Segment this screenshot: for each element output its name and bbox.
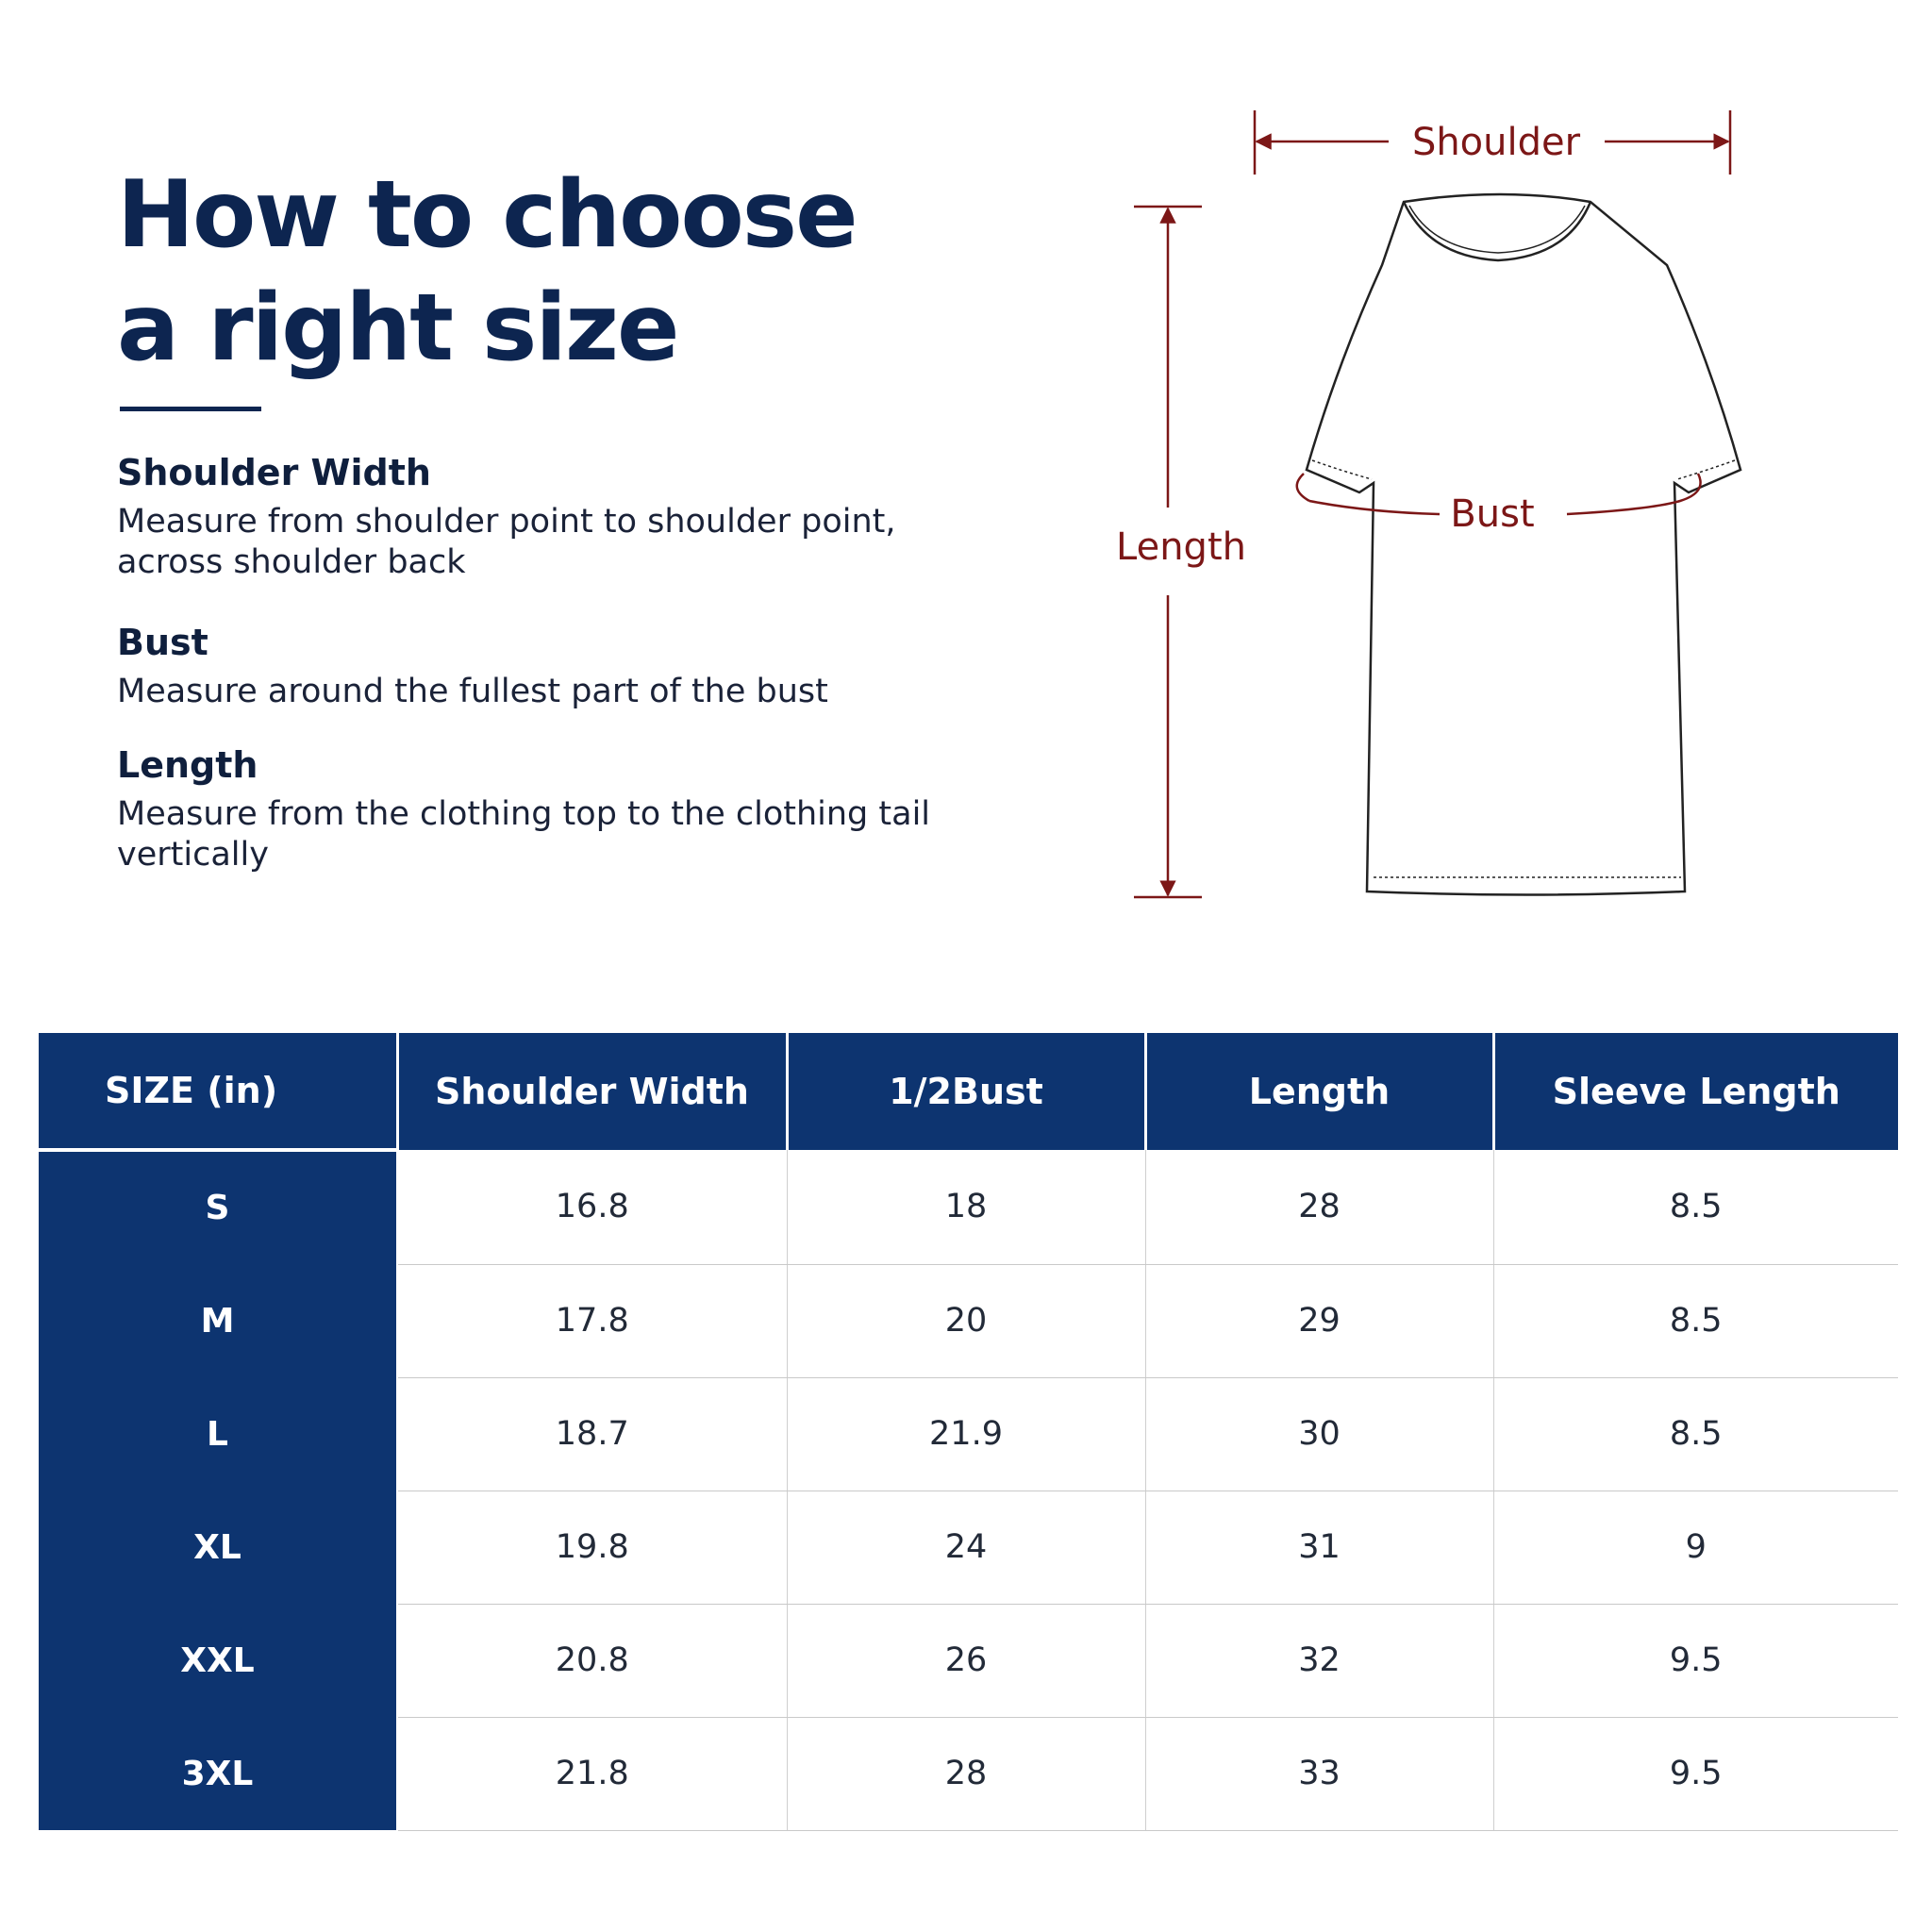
length-cell: 29 (1145, 1264, 1493, 1377)
shoulder-width-section (117, 451, 966, 583)
shoulder-width-cell: 16.8 (397, 1150, 787, 1264)
length-section (117, 743, 966, 875)
half-bust-cell: 18 (787, 1150, 1145, 1264)
column-header-shoulder-width: Shoulder Width (397, 1033, 787, 1150)
sleeve-length-cell: 9.5 (1493, 1717, 1898, 1830)
column-header-sleeve-length: Sleeve Length (1493, 1033, 1898, 1150)
length-cell: 30 (1145, 1377, 1493, 1491)
shoulder-width-heading: Shoulder Width (117, 452, 431, 493)
size-cell: M (39, 1264, 397, 1377)
length-label: Length (1116, 525, 1246, 569)
half-bust-cell: 26 (787, 1604, 1145, 1717)
table-row (39, 1604, 1898, 1717)
title-line-1: How to choose (117, 161, 857, 269)
size-cell: L (39, 1377, 397, 1491)
table-row (39, 1491, 1898, 1604)
length-cell: 32 (1145, 1604, 1493, 1717)
sleeve-length-cell: 9 (1493, 1491, 1898, 1604)
length-cell: 33 (1145, 1717, 1493, 1830)
title-line-2: a right size (117, 275, 678, 382)
bust-description: Measure around the fullest part of the bust (117, 673, 828, 710)
length-heading: Length (117, 744, 258, 786)
half-bust-cell: 20 (787, 1264, 1145, 1377)
size-cell: XL (39, 1491, 397, 1604)
size-cell: S (39, 1150, 397, 1264)
length-cell: 31 (1145, 1491, 1493, 1604)
page-title (117, 158, 857, 385)
shoulder-width-cell: 21.8 (397, 1717, 787, 1830)
table-row (39, 1150, 1898, 1264)
bust-label: Bust (1450, 492, 1535, 536)
shoulder-width-cell: 17.8 (397, 1264, 787, 1377)
column-header-length: Length (1145, 1033, 1493, 1150)
size-cell: 3XL (39, 1717, 397, 1830)
length-description: Measure from the clothing top to the clothing tail vertically (117, 795, 931, 874)
shoulder-width-description: Measure from shoulder point to shoulder point, across shoulder back (117, 503, 896, 581)
shoulder-width-cell: 20.8 (397, 1604, 787, 1717)
tshirt-outline-icon (1307, 194, 1740, 895)
half-bust-cell: 28 (787, 1717, 1145, 1830)
half-bust-cell: 21.9 (787, 1377, 1145, 1491)
column-header-size: SIZE (in) (39, 1033, 397, 1150)
sleeve-length-cell: 8.5 (1493, 1377, 1898, 1491)
title-underline (120, 407, 261, 411)
bust-heading: Bust (117, 622, 208, 663)
table-row (39, 1717, 1898, 1830)
table-header-row (39, 1033, 1898, 1150)
shoulder-width-cell: 19.8 (397, 1491, 787, 1604)
shoulder-width-cell: 18.7 (397, 1377, 787, 1491)
column-header-half-bust: 1/2Bust (787, 1033, 1145, 1150)
sleeve-length-cell: 8.5 (1493, 1264, 1898, 1377)
shoulder-label: Shoulder (1411, 121, 1581, 164)
half-bust-cell: 24 (787, 1491, 1145, 1604)
length-cell: 28 (1145, 1150, 1493, 1264)
table-row (39, 1377, 1898, 1491)
sleeve-length-cell: 9.5 (1493, 1604, 1898, 1717)
size-cell: XXL (39, 1604, 397, 1717)
bust-section (117, 621, 966, 712)
sleeve-length-cell: 8.5 (1493, 1150, 1898, 1264)
tshirt-measurement-diagram (1085, 94, 1840, 924)
size-chart-table (39, 1033, 1898, 1831)
table-row (39, 1264, 1898, 1377)
